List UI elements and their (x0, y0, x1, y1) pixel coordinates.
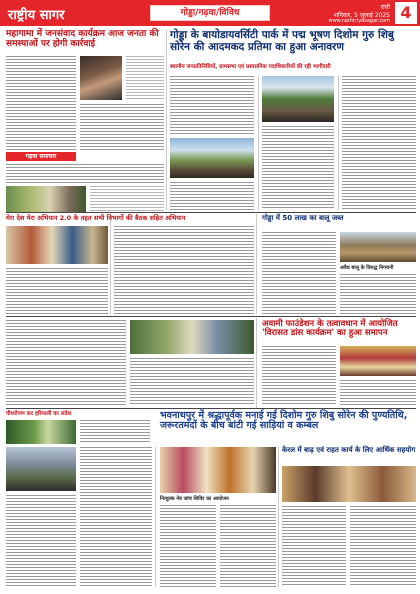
statue-photo (170, 138, 254, 178)
story8-body-2 (350, 506, 416, 587)
lead-left-body (6, 56, 76, 150)
story2-body (6, 268, 108, 314)
story3-headline: गोड्डा में 50 लाख का बालू जब्त (262, 214, 344, 222)
story6-headline: पौधरोपण कर हरियाली का संदेश (6, 411, 72, 417)
story-mid-left-body (6, 320, 126, 406)
lead-center-body-1 (170, 76, 254, 134)
lead-left-body-2 (80, 104, 164, 150)
column-rule (110, 214, 111, 314)
bottom-left-body (80, 447, 152, 587)
story7-body (160, 505, 216, 587)
story7-headline: भवनाथपुर में श्रद्धापूर्वक मनाई गई दिशोम गुरु शिबु सोरेन की पुण्यतिथि, जरूरतमंदों के बीच बांटी गई साड़ियां व कम्बल (160, 410, 408, 432)
column-rule (166, 30, 167, 210)
issue-day: शनिवार, 5 जुलाई 2025 (333, 12, 390, 19)
lead-left-photo (80, 56, 122, 100)
saree-distribution-photo (160, 447, 276, 493)
brand-name: राष्ट्रीय सागर (8, 8, 65, 23)
lead-left-body-3 (126, 56, 164, 100)
lead-center-body-3 (262, 126, 334, 210)
left-brief-photo (6, 186, 86, 212)
column-rule (338, 75, 339, 210)
story7-body-2 (220, 505, 276, 587)
story5-headline: अवामी फाउंडेशन के तत्वावधान में आयोजित 'विरासत डांस कार्यक्रम' का हुआ समापन (262, 319, 398, 339)
story5-body-2 (340, 380, 416, 406)
lead-center-body-2 (170, 182, 254, 210)
story2-headline: मेरा देश मेरा अभियान 2.0 के तहत सभी विभागों की बैठक सहित अभियान (6, 214, 186, 222)
row-divider (6, 212, 416, 213)
column-rule (256, 214, 257, 314)
row-divider (6, 408, 416, 409)
story9-headline: निःशुल्क नेत्र जांच शिविर का आयोजन (160, 496, 229, 502)
column-rule (278, 447, 279, 587)
mid-group-photo (130, 320, 254, 354)
story4-body (340, 274, 416, 314)
story-mid-center-body (130, 358, 254, 406)
section-title: गोड्डा/गढ़वा/विविध (150, 5, 270, 21)
unveiling-photo (262, 76, 334, 122)
story4-headline: अवैध बालू के विरुद्ध निगरानी (340, 265, 394, 271)
bottom-left-body-2 (6, 495, 76, 587)
story5-body (262, 346, 336, 406)
lead-center-headline: गोड्डा के बायोडायवर्सिटी पार्क में पद्म भूषण दिशोम गुरु शिबु सोरेन की आदमकद प्रतिमा का हुआ अनावरण (170, 29, 394, 53)
section-banner: गढ़वा समाचार (6, 152, 76, 161)
sand-seizure-photo (340, 232, 416, 262)
story3-body (262, 232, 336, 314)
story6-body (80, 420, 150, 444)
left-brief-body (6, 164, 164, 184)
story8-headline: केरल में बाढ़ एवं राहत कार्य के लिए आर्थिक सहयोग (282, 446, 416, 454)
story2-photo (6, 226, 108, 264)
dance-photo (340, 346, 416, 376)
website-url: www.rashtriyasagar.com (328, 18, 390, 24)
left-brief-body-2 (90, 186, 164, 212)
column-rule (155, 447, 156, 587)
story8-body (282, 506, 346, 587)
plantation-photo (6, 420, 76, 444)
column-rule (256, 318, 257, 408)
lead-center-body-4 (342, 76, 416, 210)
relief-photo (282, 466, 416, 502)
bottom-left-photo (6, 447, 76, 491)
column-rule (258, 75, 259, 210)
row-divider (6, 316, 416, 317)
lead-left-headline: महागामा में जनसंवाद कार्यक्रम आज जनता की समस्याओं पर होगी कार्रवाई (6, 29, 159, 49)
lead-center-subheadline: स्थानीय जनप्रतिनिधियों, ग्रामसभा एवं प्रशासनिक पदाधिकारियों की रही भागीदारी (170, 64, 331, 70)
masthead (0, 0, 420, 26)
page-number: 4 (395, 2, 417, 24)
story2-body-2 (114, 226, 254, 314)
issue-city: रांची (380, 4, 390, 11)
